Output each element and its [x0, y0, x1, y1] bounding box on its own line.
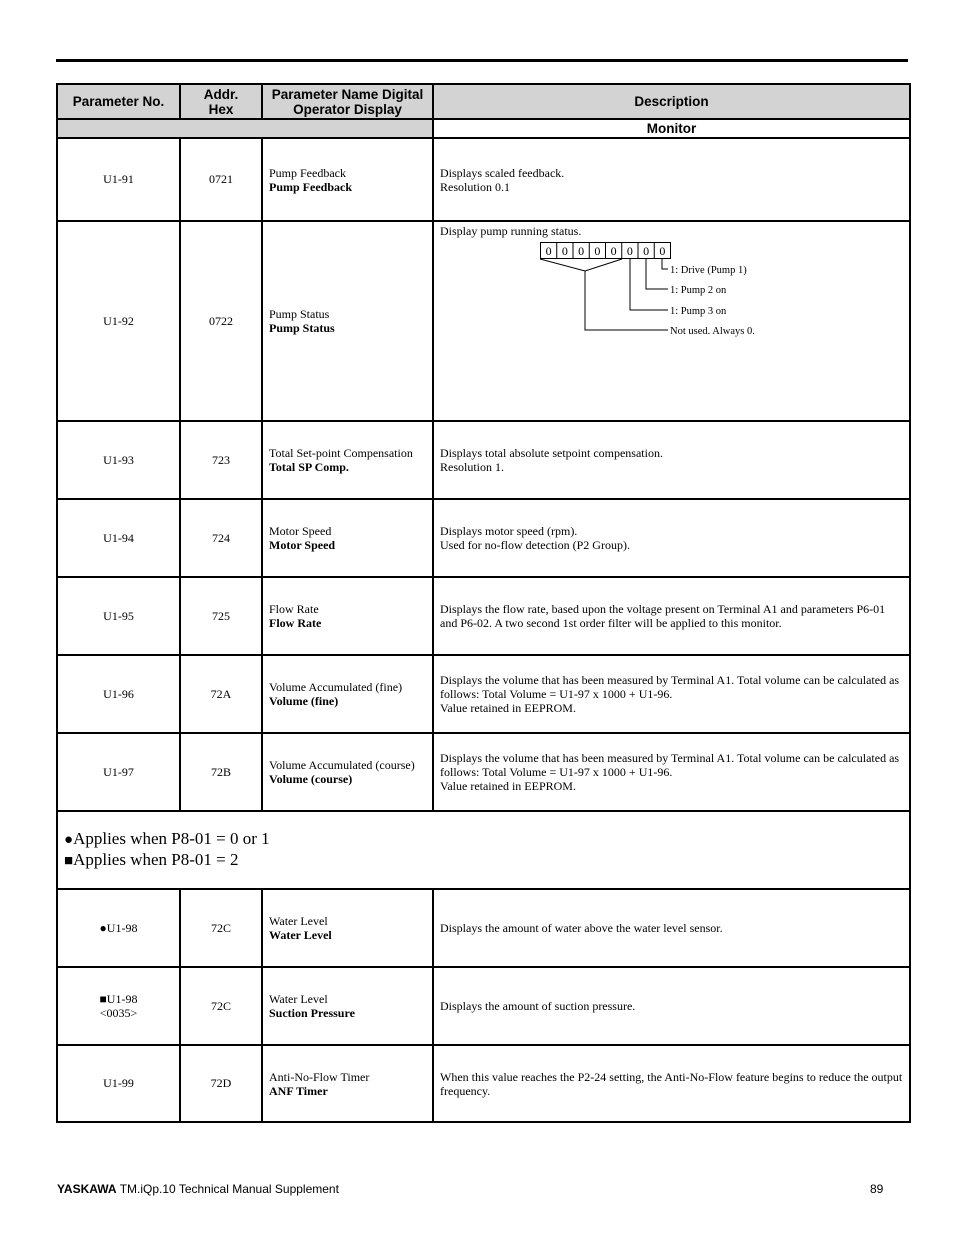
desc-line: Displays the flow rate, based upon the voltage present on Terminal A1 and parameters P6-01 and P6-02. A two second 1st order filter will be applied to this monitor.: [440, 602, 886, 630]
bit-diagram: [540, 242, 780, 342]
name-text: Pump Status: [269, 307, 330, 321]
param-no: [57, 967, 180, 1045]
param-name: [262, 577, 433, 655]
param-name: [262, 733, 433, 811]
note-circle-text: Applies when P8-01 = 0 or 1: [73, 829, 270, 848]
applicability-notes: [57, 811, 910, 889]
bit-0: 0: [545, 244, 552, 258]
header-param-name: Parameter Name Digital Operator Display: [262, 84, 433, 119]
name-text: Motor Speed: [269, 524, 332, 538]
square-bullet-icon: ■: [64, 853, 74, 869]
section-blank: [57, 119, 433, 138]
addr-hex: 723: [180, 421, 262, 499]
addr-hex: 72C: [180, 967, 262, 1045]
param-name: [262, 421, 433, 499]
note-circle: [64, 829, 903, 850]
description: [433, 221, 910, 421]
desc-line: When this value reaches the P2-24 setting, the Anti-No-Flow feature begins to reduce the output frequency.: [440, 1069, 903, 1098]
param-no: U1-97: [57, 733, 180, 811]
header-param-no: Parameter No.: [57, 84, 180, 119]
param-no: U1-91: [57, 138, 180, 221]
table-row: [57, 967, 910, 1045]
label-pump1: 1: Drive (Pump 1): [670, 265, 747, 276]
display-text: Pump Feedback: [269, 179, 353, 194]
brand-name: YASKAWA: [57, 1182, 117, 1196]
param-no-modbus: <0035>: [99, 1006, 138, 1020]
name-text: Volume Accumulated (fine): [269, 680, 403, 694]
desc-line: Value retained in EEPROM.: [440, 701, 576, 715]
bit-5: 0: [626, 244, 633, 258]
display-text: Volume (fine): [269, 694, 339, 708]
bit-2: 0: [578, 244, 585, 258]
param-no: U1-94: [57, 499, 180, 577]
footer-left: [57, 1182, 339, 1196]
param-name: [262, 499, 433, 577]
name-text: Water Level: [269, 914, 328, 928]
bit-4: 0: [610, 244, 617, 258]
name-text: Flow Rate: [269, 602, 319, 616]
document-title: TM.iQp.10 Technical Manual Supplement: [119, 1182, 339, 1196]
param-name: [262, 221, 433, 421]
param-name: [262, 1045, 433, 1122]
description: [433, 138, 910, 221]
param-name: [262, 138, 433, 221]
desc-line: Displays the amount of suction pressure.: [440, 999, 636, 1013]
display-text: Flow Rate: [269, 616, 322, 630]
header-row: [57, 84, 910, 119]
leader-pump2: [646, 259, 668, 289]
addr-hex: 724: [180, 499, 262, 577]
display-text: Water Level: [269, 928, 332, 942]
description: [433, 499, 910, 577]
table-row: [57, 733, 910, 811]
section-row: [57, 119, 910, 138]
description: [433, 967, 910, 1045]
label-pump2: 1: Pump 2 on: [670, 285, 727, 296]
note-square-text: Applies when P8-01 = 2: [73, 850, 239, 869]
param-name: [262, 889, 433, 967]
param-no-text: ■U1-98: [99, 992, 138, 1006]
top-rule: [56, 59, 908, 62]
table-row: [57, 1045, 910, 1122]
parameter-table: [56, 83, 911, 1123]
addr-hex: 72D: [180, 1045, 262, 1122]
leader-unused-stem: [585, 271, 668, 330]
param-name: [262, 967, 433, 1045]
desc-line: Display pump running status.: [440, 224, 582, 238]
bit-1: 0: [561, 244, 568, 258]
description: [433, 421, 910, 499]
table-row: [57, 421, 910, 499]
display-text: Total SP Comp.: [269, 460, 349, 474]
pump-status-diagram: [440, 222, 903, 414]
description: [433, 655, 910, 733]
header-description: Description: [433, 84, 910, 119]
desc-line: Resolution 0.1: [440, 179, 511, 194]
table-row: [57, 221, 910, 421]
display-text: Suction Pressure: [269, 1006, 355, 1020]
circle-bullet-icon: ●: [64, 832, 74, 848]
param-no: U1-96: [57, 655, 180, 733]
note-square: [64, 850, 903, 871]
header-addr-hex: Addr. Hex: [180, 84, 262, 119]
table-row: [57, 138, 910, 221]
label-unused: Not used. Always 0.: [670, 326, 755, 337]
name-text: Pump Feedback: [269, 165, 346, 180]
addr-hex: 72B: [180, 733, 262, 811]
display-text: Motor Speed: [269, 538, 336, 552]
name-text: Volume Accumulated (course): [269, 758, 415, 772]
desc-line: Displays scaled feedback.: [440, 165, 565, 180]
desc-line: Displays the volume that has been measured by Terminal A1. Total volume can be calculated as follows: Total Volume = U1-97 x 1000 + U1-96.: [440, 673, 900, 701]
notes-row: [57, 811, 910, 889]
label-pump3: 1: Pump 3 on: [670, 306, 727, 317]
desc-line: Used for no-flow detection (P2 Group).: [440, 538, 630, 552]
page-number: 89: [870, 1182, 884, 1196]
bit-7: 0: [659, 244, 666, 258]
desc-line: Displays the volume that has been measured by Terminal A1. Total volume can be calculated as follows: Total Volume = U1-97 x 1000 + U1-96.: [440, 751, 900, 779]
description: [433, 733, 910, 811]
param-no: ●U1-98: [57, 889, 180, 967]
addr-hex: 72C: [180, 889, 262, 967]
param-no: U1-93: [57, 421, 180, 499]
table-row: [57, 499, 910, 577]
param-no: U1-99: [57, 1045, 180, 1122]
addr-hex: 0722: [180, 221, 262, 421]
addr-hex: 0721: [180, 138, 262, 221]
table-row: [57, 655, 910, 733]
name-text: Anti-No-Flow Timer: [269, 1069, 370, 1084]
description: [433, 1045, 910, 1122]
leader-pump1: [662, 259, 668, 269]
display-text: Pump Status: [269, 321, 335, 335]
bit-3: 0: [594, 244, 601, 258]
param-name: [262, 655, 433, 733]
addr-hex: 725: [180, 577, 262, 655]
desc-line: Displays the amount of water above the water level sensor.: [440, 921, 723, 935]
section-title: Monitor: [433, 119, 910, 138]
name-text: Water Level: [269, 992, 328, 1006]
param-no: U1-92: [57, 221, 180, 421]
name-text: Total Set-point Compensation: [269, 446, 413, 460]
addr-hex: 72A: [180, 655, 262, 733]
leader-unused: [540, 259, 622, 271]
desc-line: Displays motor speed (rpm).: [440, 524, 578, 538]
display-text: Volume (course): [269, 772, 353, 786]
table-row: [57, 889, 910, 967]
param-no: U1-95: [57, 577, 180, 655]
desc-line: Value retained in EEPROM.: [440, 779, 576, 793]
description: [433, 889, 910, 967]
description: [433, 577, 910, 655]
display-text: ANF Timer: [269, 1083, 328, 1098]
bit-6: 0: [643, 244, 650, 258]
table-row: [57, 577, 910, 655]
desc-line: Displays total absolute setpoint compensation.: [440, 446, 663, 460]
desc-line: Resolution 1.: [440, 460, 505, 474]
